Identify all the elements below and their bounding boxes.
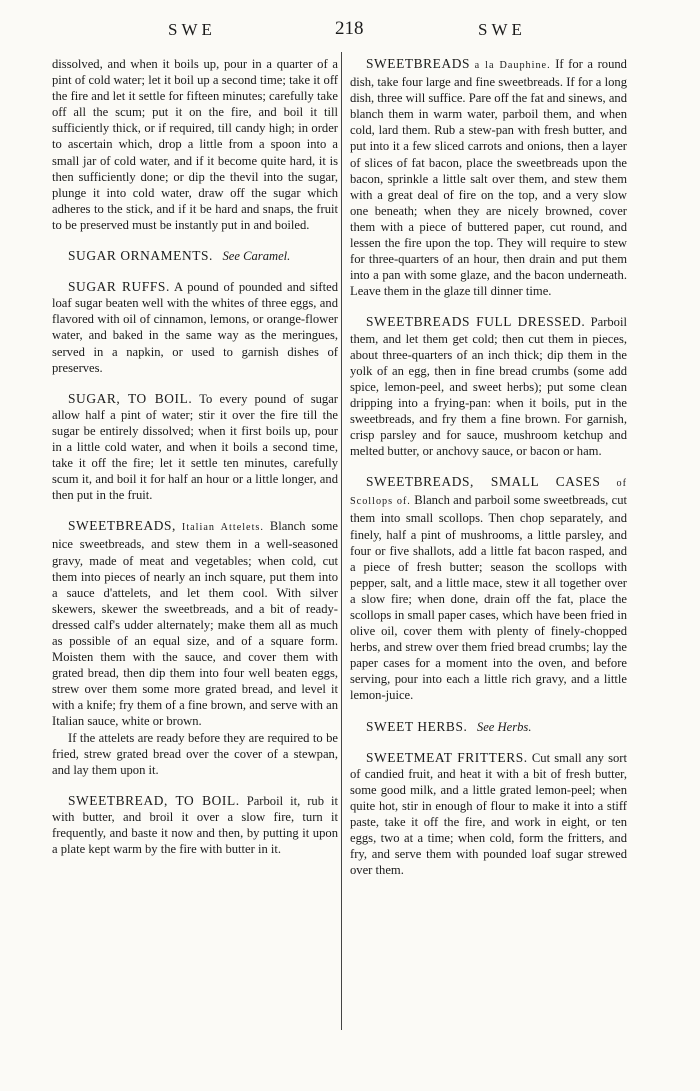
entry-sweetbread-to-boil <box>52 793 338 857</box>
entry-heading: SWEETMEAT FRITTERS. <box>366 749 528 765</box>
entry-sugar-ornaments <box>52 248 338 264</box>
entry-sugar-ruffs <box>52 279 338 376</box>
entry-sweetbreads-dauphine <box>350 56 627 299</box>
entry-sweetbreads-full-dressed <box>350 314 627 459</box>
entry-continuation <box>52 56 338 233</box>
entry-sweet-herbs <box>350 719 627 735</box>
page-number: 218 <box>335 18 364 39</box>
entry-body: Parboil them, and let them get cold; then cut them in pieces, about three-quarters of an inch thick; dip them in the yolk of an egg, then in fine bread crumbs (some add spice, lemon-peel, and sweet herbs); put some clean dripping into a frying-pan: when it boils, put in the sweetbreads, and fry them a fine brown. For garnish, crisp parsley and for sauce, mushroom ketchup and melted butter, or anchovy sauce, or bacon or ham. <box>350 315 627 459</box>
entry-body: Blanch and parboil some sweetbreads, cut them into small scollops. Then chop separately, and finely, half a pint of mushrooms, a little parsley, and four or five shallots, add a little fat bacon rasped, and a piece of fresh butter; season the scollops with pepper, salt, and a little mace, stew it all together over a slow fire; when done, drain off the fat, place the scollops in small paper cases, which have been fried in olive oil, cover them with plenty of finely-chopped herbs, and strew over them fried bread crumbs; lay the paper cases for a moment into the oven, and before serving, pour into each a little rich gravy, and a little lemon-juice. <box>350 493 627 703</box>
entry-body: Parboil it, rub it with butter, and broil it over a slow fire, turn it frequently, and baste it now and then, by putting it upon a plate kept warm by the fire with butter in it. <box>52 793 338 857</box>
entry-heading: SWEETBREADS FULL DRESSED. <box>366 314 586 330</box>
entry-heading: SWEETBREAD, TO BOIL. <box>68 792 240 808</box>
cross-reference: See Herbs. <box>476 719 532 734</box>
header-left-word: SWE <box>168 20 216 39</box>
left-column <box>52 56 338 872</box>
entry-body: dissolved, and when it boils up, pour in a quarter of a pint of cold water; let it boil up a second time; take it off the fire and let it settle for fifteen minutes; carefully take off all the scum; put it on the fire, and boil it till sufficiently thick, or if required, till candy high; in order to ascertain which, drop a little from a spoon into a small jar of cold water, and if it become quite hard, it is then sufficiently done; or dip the thevil into the sugar, plunge it into cold water, draw off the sugar which adheres to the stick, and if it be hard and snaps, the fruit to be preserved must be instantly put in and boiled. <box>52 57 338 232</box>
running-header <box>0 20 700 48</box>
entry-heading: SWEETBREADS <box>366 56 471 71</box>
entry-heading: SUGAR, TO BOIL. <box>68 390 193 406</box>
column-divider <box>341 52 342 1030</box>
entry-subheading: of Scollops of. <box>350 478 627 508</box>
header-right-word: SWE <box>478 20 526 39</box>
entry-sugar-to-boil <box>52 391 338 504</box>
entry-body-continued: If the attelets are ready before they are required to be fried, strew grated bread over the cover of a stewpan, and lay them upon it. <box>52 730 338 777</box>
entry-heading: SWEETBREADS, <box>68 518 177 534</box>
entry-heading: SUGAR RUFFS. <box>68 279 170 295</box>
entry-sweetbreads-italian <box>52 518 338 778</box>
entry-body: A pound of pounded and sifted loaf sugar beaten well with the whites of three eggs, and flavored with oil of cinnamon, lemons, or orange-flower water, and baked in the same way as the meringues, served in a napkin, or used to garnish dishes of preserves. <box>52 280 338 375</box>
entry-heading: SWEET HERBS. <box>366 718 468 734</box>
entry-heading: SWEETBREADS, SMALL CASES <box>366 474 601 490</box>
entry-heading: SUGAR ORNAMENTS. <box>68 248 214 264</box>
entry-subheading: a la Dauphine. <box>474 60 551 71</box>
entry-body: Blanch some nice sweetbreads, and stew them in a well-seasoned gravy, made of meat and vegetables; when cold, cut them into pieces of nearly an inch square, put them into a sauce d'attelets, and let them cool. With silver skewers, skewer the sweetbreads, and a bit of ready-dressed calf's udder alternately; make them all as much as possible of an equal size, and of a square form. Moisten them with the sauce, and cover them with grated bread, then dip them into four well beaten eggs, strew over them some more grated bread, and level it with a knife; fry them of a fine brown, and serve with an Italian sauce, white or brown. <box>52 519 338 729</box>
right-column <box>350 56 627 893</box>
entry-sweetbreads-small-cases <box>350 474 627 703</box>
entry-body: To every pound of sugar allow half a pint of water; stir it over the fire till the sugar be entirely dissolved; when it first boils up, pour in a little cold water, and when it boils a second time, take it off the fire; let it settle ten minutes, carefully scum it, and boil it for half an hour or a little longer, and then put in the fruit. <box>52 391 338 503</box>
entry-sweetmeat-fritters <box>350 750 627 879</box>
entry-body: Cut small any sort of candied fruit, and heat it with a bit of fresh butter, some good milk, and a little grated lemon-peel; when quite hot, stir in enough of flour to make it into a stiff paste, take it off the fire, and work in eight, or ten eggs, two at a time; when cold, form the fritters, and fry, and serve them with pounded loaf sugar strewed over them. <box>350 750 627 878</box>
cross-reference: See Caramel. <box>222 249 291 264</box>
entry-subheading: Italian Attelets. <box>181 522 264 534</box>
entry-body: If for a round dish, take four large and fine sweetbreads. If for a long dish, three will suffice. Pare off the fat and sinews, and blanch them in warm water, parboil them, and when cold, lard them. Rub a stew-pan with fresh butter, and put into it a few sliced carrots and onions, then a layer of slices of fat bacon, place the sweetbreads upon the bacon, sprinkle a little salt over them, and stew them with a great deal of fire on the top, and a very slow one beneath; when they are nicely browned, cover them with a piece of buttered paper, cut round, and lessen the fire upon the top. They will require to stew for three-quarters of an hour, then drain and put them into a pan with some glaze, and the bacon underneath. Leave them in the glaze till dinner time. <box>350 57 627 299</box>
